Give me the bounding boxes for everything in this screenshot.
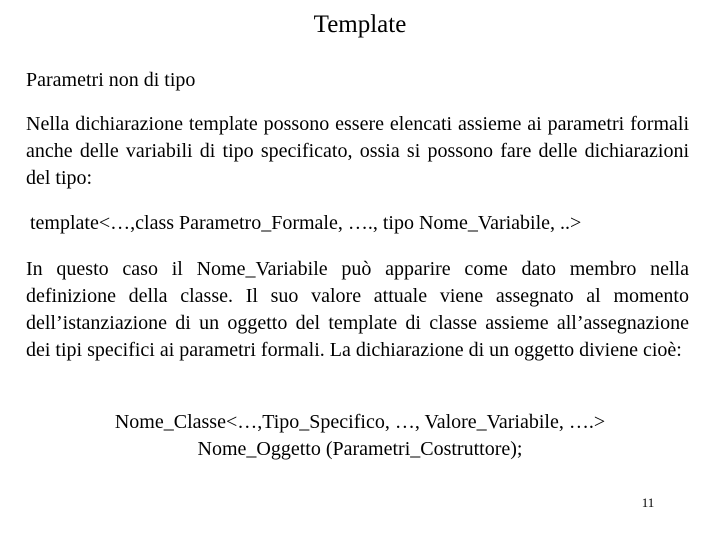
code-example-object-declaration-line2: Nome_Oggetto (Parametri_Costruttore); (197, 438, 523, 460)
code-example-object-declaration-line1: Nome_Classe<…,Tipo_Specifico, …, Valore_Variabile, ….> (114, 411, 606, 433)
slide-subtitle: Parametri non di tipo (26, 69, 196, 91)
code-example-template-declaration: template<…,class Parametro_Formale, …., tipo Nome_Variabile, ..> (30, 212, 582, 234)
page-number: 11 (641, 495, 655, 510)
paragraph-intro: Nella dichiarazione template possono essere elencati assieme ai parametri formali anche delle variabili di tipo specificato, ossia si possono fare delle dichiarazioni del tipo: (26, 113, 689, 189)
code-example-object-declaration (0, 409, 720, 463)
slide-title: Template (313, 11, 407, 38)
paragraph-explanation: In questo caso il Nome_Variabile può apparire come dato membro nella definizione della classe. Il suo valore attuale viene assegnato al momento dell’istanziazione di un oggetto del template di classe assieme all’assegnazione dei tipi specifici ai parametri formali. La dichiarazione di un oggetto diviene cioè: (26, 258, 689, 361)
